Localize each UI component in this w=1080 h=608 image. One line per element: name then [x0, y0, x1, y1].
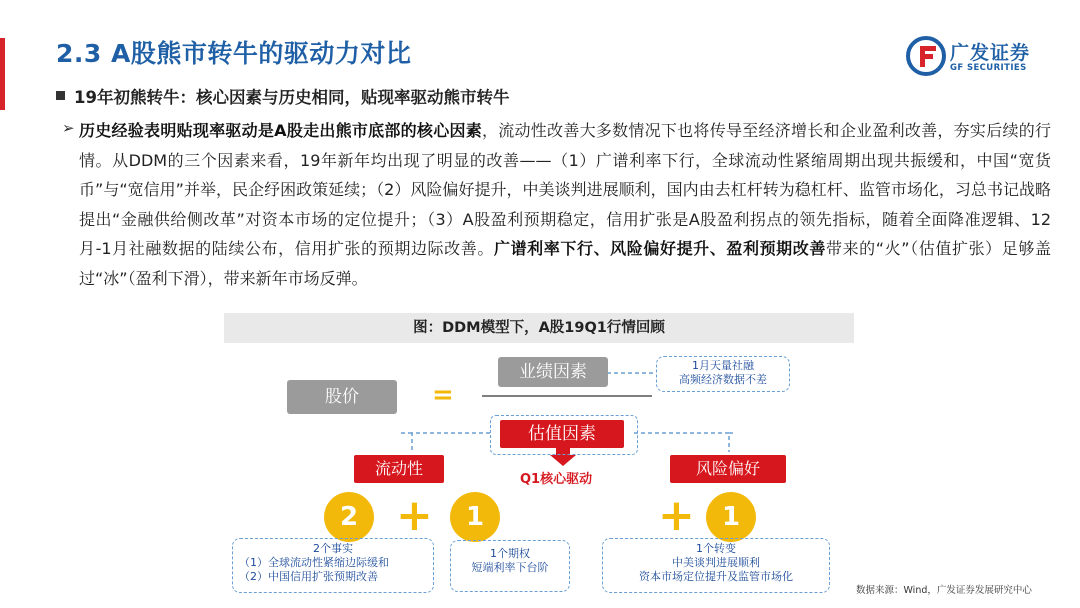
plus-sign-1: +	[396, 490, 433, 541]
stock-price-box: 股价	[287, 380, 397, 414]
liquidity-connector	[412, 433, 490, 452]
rate-box	[450, 540, 570, 592]
rate-count-circle: 1	[450, 492, 500, 542]
rate-title: 1个期权	[490, 547, 530, 560]
plus-sign-2: +	[658, 490, 695, 541]
fact-2: （2）中国信用扩张预期改善	[239, 570, 378, 583]
risk-appetite-box: 风险偏好	[670, 455, 786, 483]
body-mid-bold: 广谱利率下行、风险偏好提升、盈利预期改善	[493, 239, 826, 259]
source-note: 数据来源：Wind，广发证券发展研究中心	[856, 585, 1032, 596]
body-text-2: 带来的“火”（估值扩张）足够盖过“冰”（盈利下滑），带来新年市场反弹。	[79, 239, 1051, 288]
arrow-bullet-icon: ➢	[62, 119, 75, 137]
facts-title: 2个事实	[313, 542, 353, 555]
risk-connector	[634, 433, 729, 452]
logo-text-cn: 广发证券	[950, 42, 1031, 64]
risk-note-2: 资本市场定位提升及监管市场化	[639, 570, 793, 583]
risk-count-circle: 1	[706, 492, 756, 542]
logo-text-en: GF SECURITIES	[950, 63, 1027, 73]
liquidity-box: 流动性	[354, 455, 444, 483]
figure-caption: 图：DDM模型下，A股19Q1行情回顾	[413, 320, 665, 336]
ddm-diagram	[224, 344, 854, 602]
performance-note-1: 1月天量社融	[692, 359, 754, 372]
risk-note-box	[602, 538, 830, 593]
sub-heading: 19年初熊转牛：核心因素与历史相同，贴现率驱动熊市转牛	[74, 88, 510, 107]
performance-factor-box: 业绩因素	[498, 357, 608, 387]
figure-caption-bar	[224, 313, 854, 343]
rate-note: 短端利率下台阶	[471, 561, 549, 574]
risk-title: 1个转变	[696, 542, 736, 555]
square-bullet-icon	[56, 91, 65, 100]
valuation-factor-box: 估值因素	[500, 420, 624, 448]
facts-box	[232, 538, 434, 593]
performance-note-box	[656, 356, 790, 392]
fact-1: （1）全球流动性紧缩边际缓和	[239, 556, 389, 569]
gf-logo-icon	[906, 36, 946, 76]
brand-logo	[906, 36, 1046, 76]
body-text-1: ，流动性改善大多数情况下也将传导至经济增长和企业盈利改善，夯实后续的行情。从DDM的三个因素来看，19年新年均出现了明显的改善——（1）广谱利率下行，全球流动性紧缩周期出现共振缓和，中国“宽货币”与“宽信用”并举，民企纾困政策延续；（2）风险偏好提升，中美谈判进展顺利，国内由去杠杆转为稳杠杆、监管市场化，习总书记战略提出“金融供给侧改革”对资本市场的定位提升；（3）A股盈利预期稳定，信用扩张是A股盈利拐点的领先指标，随着全面降准逻辑、12月-1月社融数据的陆续公布，信用扩张的预期边际改善。	[79, 121, 1051, 259]
equals-sign: =	[432, 380, 454, 410]
liquidity-count-circle: 2	[324, 492, 374, 542]
body-lead-bold: 历史经验表明贴现率驱动是A股走出熊市底部的核心因素	[79, 121, 482, 140]
q1-driver-label: Q1核心驱动	[520, 472, 593, 487]
risk-note-1: 中美谈判进展顺利	[672, 556, 760, 569]
accent-bar	[0, 38, 5, 110]
page-title: 2.3 A股熊市转牛的驱动力对比	[56, 39, 412, 68]
performance-note-2: 高频经济数据不差	[679, 373, 767, 386]
body-paragraph	[79, 116, 1051, 294]
